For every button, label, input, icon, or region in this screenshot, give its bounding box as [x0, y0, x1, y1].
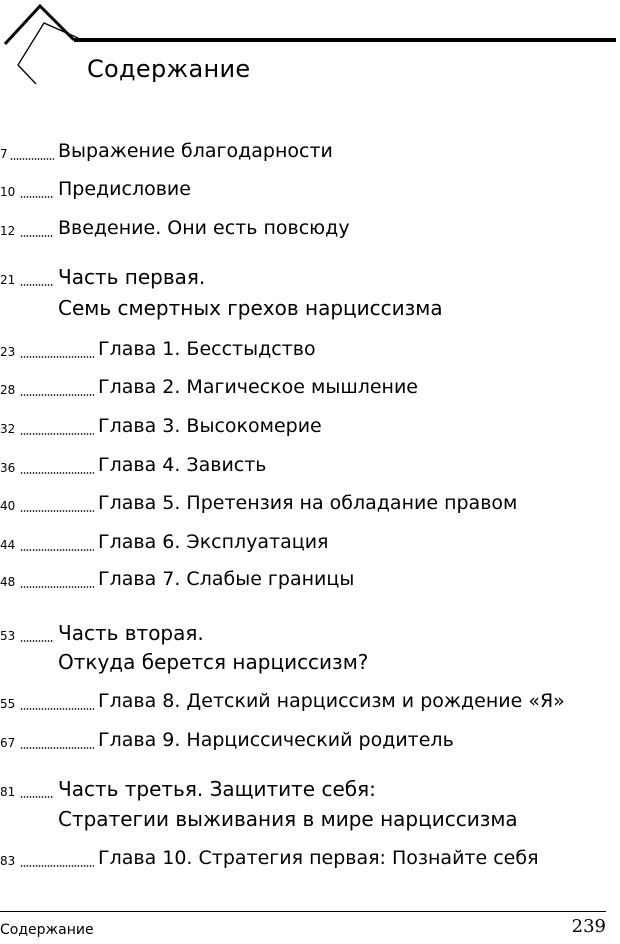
toc-part-subtitle: Семь смертных грехов нарциссизма	[58, 296, 443, 320]
toc-leader-dots	[20, 472, 94, 474]
toc-entry-title: Глава 5. Претензия на обладание правом	[98, 492, 518, 514]
toc-part-subtitle: Откуда берется нарциссизм?	[58, 650, 369, 674]
toc-entry-title: Введение. Они есть повсюду	[58, 217, 350, 239]
toc-page-number: 36	[0, 461, 16, 475]
toc-leader-dots	[20, 708, 94, 710]
toc-leader-dots	[20, 747, 94, 749]
toc-part-title: Часть первая.	[58, 265, 206, 289]
toc-leader-dots	[20, 586, 94, 588]
toc-part-title: Часть вторая.	[58, 621, 204, 645]
toc-leader-dots	[20, 196, 54, 198]
toc-page-number: 7	[0, 147, 8, 161]
toc-entry-title: Глава 6. Эксплуатация	[98, 531, 329, 553]
toc-entry-title: Глава 10. Стратегия первая: Познайте себя	[98, 847, 539, 869]
toc-entry-title: Глава 2. Магическое мышление	[98, 376, 418, 398]
toc-page-number: 81	[0, 785, 16, 799]
toc-page-number: 21	[0, 273, 16, 287]
toc-leader-dots	[20, 865, 94, 867]
toc-entry-title: Выражение благодарности	[58, 140, 333, 162]
toc-page-number: 53	[0, 629, 16, 643]
toc-page-number: 32	[0, 422, 16, 436]
toc-page-number: 48	[0, 575, 16, 589]
toc-page-number: 40	[0, 499, 16, 513]
toc-page-number: 12	[0, 224, 16, 238]
toc-entry-title: Глава 1. Бесстыдство	[98, 338, 316, 360]
toc-leader-dots	[20, 510, 94, 512]
toc-page-number: 44	[0, 538, 16, 552]
toc-page-number: 83	[0, 854, 16, 868]
toc-leader-dots	[20, 640, 54, 642]
toc-leader-dots	[20, 394, 94, 396]
page-number: 239	[571, 916, 606, 937]
toc-leader-dots	[20, 284, 54, 286]
toc-part-subtitle: Стратегии выживания в мире нарциссизма	[58, 807, 518, 831]
toc-page-number: 10	[0, 185, 16, 199]
toc-page-number: 55	[0, 697, 16, 711]
toc-entry-title: Предисловие	[58, 178, 191, 200]
toc-leader-dots	[20, 235, 54, 237]
footer-running-title: Содержание	[0, 922, 94, 938]
toc-leader-dots	[10, 158, 54, 160]
toc-part-title: Часть третья. Защитите себя:	[58, 777, 376, 801]
toc-page-number: 67	[0, 736, 16, 750]
toc-leader-dots	[20, 796, 54, 798]
toc-page-number: 23	[0, 345, 16, 359]
toc-entry-title: Глава 9. Нарциссический родитель	[98, 729, 454, 751]
footer-rule	[0, 911, 606, 912]
toc-entry-title: Глава 4. Зависть	[98, 454, 267, 476]
page-title: Содержание	[87, 55, 251, 83]
toc-entry-title: Глава 3. Высокомерие	[98, 415, 322, 437]
toc-leader-dots	[20, 356, 94, 358]
toc-entry-title: Глава 7. Слабые границы	[98, 568, 355, 590]
toc-leader-dots	[20, 433, 94, 435]
toc-leader-dots	[20, 549, 94, 551]
toc-entry-title: Глава 8. Детский нарциссизм и рождение «Я»	[98, 690, 565, 712]
toc-page-number: 28	[0, 383, 16, 397]
